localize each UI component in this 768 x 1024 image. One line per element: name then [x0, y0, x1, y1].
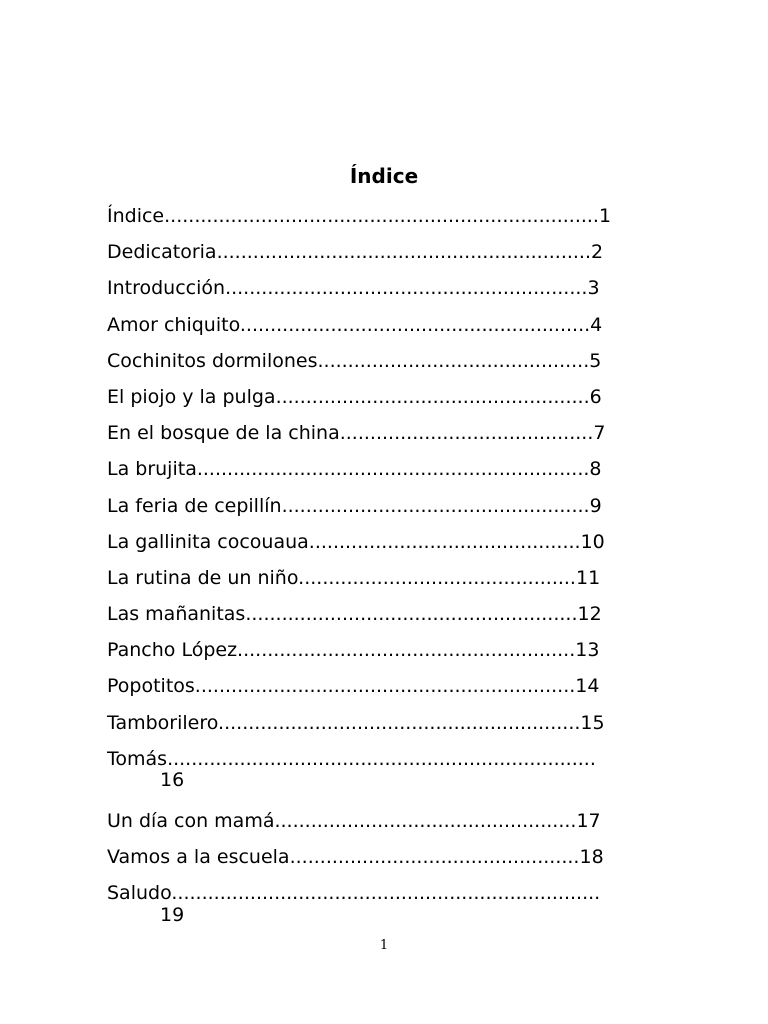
- toc-entry-dots: ........................................................: [237, 639, 576, 662]
- toc-entry-page: 3: [587, 277, 600, 300]
- toc-entry-title: Índice: [107, 205, 165, 227]
- toc-entry: [107, 668, 655, 704]
- toc-entry-title: Tamborilero: [107, 711, 219, 734]
- toc-entry-dots: ..............................................: [298, 566, 576, 589]
- toc-entry-page: 16: [160, 769, 185, 792]
- toc-entry: [107, 596, 655, 632]
- toc-entry-dots: ...................................................: [281, 494, 590, 517]
- toc-entry-page: 13: [575, 639, 600, 662]
- toc-entry-dots: ..........................................: [339, 422, 594, 445]
- toc-entry: [107, 343, 655, 379]
- toc-entry: [107, 705, 655, 741]
- toc-entry-title: Vamos a la escuela: [107, 846, 290, 869]
- toc-entry-title: Pancho López: [107, 639, 238, 662]
- toc-entry: [107, 488, 655, 524]
- toc-entry-title: Un día con mamá: [107, 810, 275, 833]
- toc-entry-page: 2: [591, 241, 604, 264]
- toc-entry: [107, 875, 655, 937]
- toc-entry-dots: ..................................................: [274, 810, 577, 833]
- toc-entry-title: Cochinitos dormilones: [107, 349, 318, 372]
- toc-entry: [107, 524, 655, 560]
- toc-entry-title: La feria de cepillín: [107, 494, 282, 517]
- toc-entry-line: [107, 875, 655, 911]
- toc-entry-page: 12: [577, 603, 602, 626]
- toc-entry-page: 5: [589, 349, 602, 372]
- toc-entry-page: 17: [576, 810, 601, 833]
- toc-entry-title: Saludo: [107, 882, 172, 905]
- toc-entry: [107, 803, 655, 839]
- toc-entry-dots: ........................................................................: [164, 205, 599, 227]
- toc-entry-page: 4: [590, 313, 603, 336]
- toc-entry-page: 9: [589, 494, 602, 517]
- toc-entry: [107, 379, 655, 415]
- toc-entry-dots: ....................................................: [275, 385, 590, 408]
- toc-entry-dots: ...............................................................: [194, 675, 576, 698]
- toc-entry-title: Popotitos: [107, 675, 195, 698]
- toc-entry-title: La brujita: [107, 458, 197, 481]
- toc-heading: Índice: [349, 164, 419, 188]
- toc-entry-page: 19: [160, 903, 185, 926]
- toc-entry: [107, 415, 655, 451]
- toc-entry-dots: ................................................: [289, 846, 580, 869]
- toc-entry-page: 14: [575, 675, 600, 698]
- toc-entry: [107, 234, 655, 270]
- page-number: 1: [379, 938, 389, 953]
- toc-entry-dots: .................................................................: [196, 458, 590, 481]
- toc-entry-title: La gallinita cocouaua: [107, 530, 309, 553]
- toc-entry: [107, 451, 655, 487]
- toc-entry: [107, 632, 655, 668]
- toc-entry-title: Dedicatoria: [107, 241, 217, 264]
- toc-entry: [107, 839, 655, 875]
- toc-entry-dots: .............................................: [308, 530, 581, 553]
- toc-entry: [107, 198, 655, 234]
- toc-entry-dots: .......................................................................: [171, 882, 601, 905]
- toc-entry: [107, 741, 655, 803]
- toc-entry-page: 11: [575, 566, 601, 589]
- toc-entry-title: Tomás: [107, 747, 168, 770]
- toc-entry-title: Las mañanitas: [107, 603, 246, 626]
- toc-entry: [107, 270, 655, 306]
- toc-entry-page: 8: [589, 458, 602, 481]
- toc-entry-page: 1: [598, 205, 612, 227]
- toc-entry-page: 7: [593, 422, 606, 445]
- toc-entry-dots: .......................................................................: [167, 747, 596, 770]
- toc-entry-dots: .......................................................: [245, 603, 578, 626]
- toc-entry-page: 6: [589, 385, 602, 408]
- toc-entry-line: [107, 741, 655, 777]
- toc-entry-title: La rutina de un niño: [107, 566, 299, 589]
- toc-entry-page: 15: [580, 711, 605, 734]
- toc-entry-dots: ..............................................................: [216, 241, 592, 264]
- toc-entry: [107, 307, 655, 343]
- toc-entry-dots: ............................................................: [218, 711, 581, 734]
- toc-entry-title: Amor chiquito: [107, 313, 240, 336]
- toc-entry-dots: ..........................................................: [239, 313, 591, 336]
- toc-list: [107, 198, 655, 938]
- toc-entry-dots: .............................................: [317, 349, 590, 372]
- toc-entry-title: En el bosque de la china: [107, 422, 340, 445]
- toc-entry-page: 18: [579, 846, 604, 869]
- toc-entry-page: 10: [580, 530, 605, 553]
- toc-entry-title: El piojo y la pulga: [107, 385, 276, 408]
- toc-entry-dots: ............................................................: [225, 277, 588, 300]
- toc-entry-title: Introducción: [107, 277, 226, 300]
- toc-entry: [107, 560, 655, 596]
